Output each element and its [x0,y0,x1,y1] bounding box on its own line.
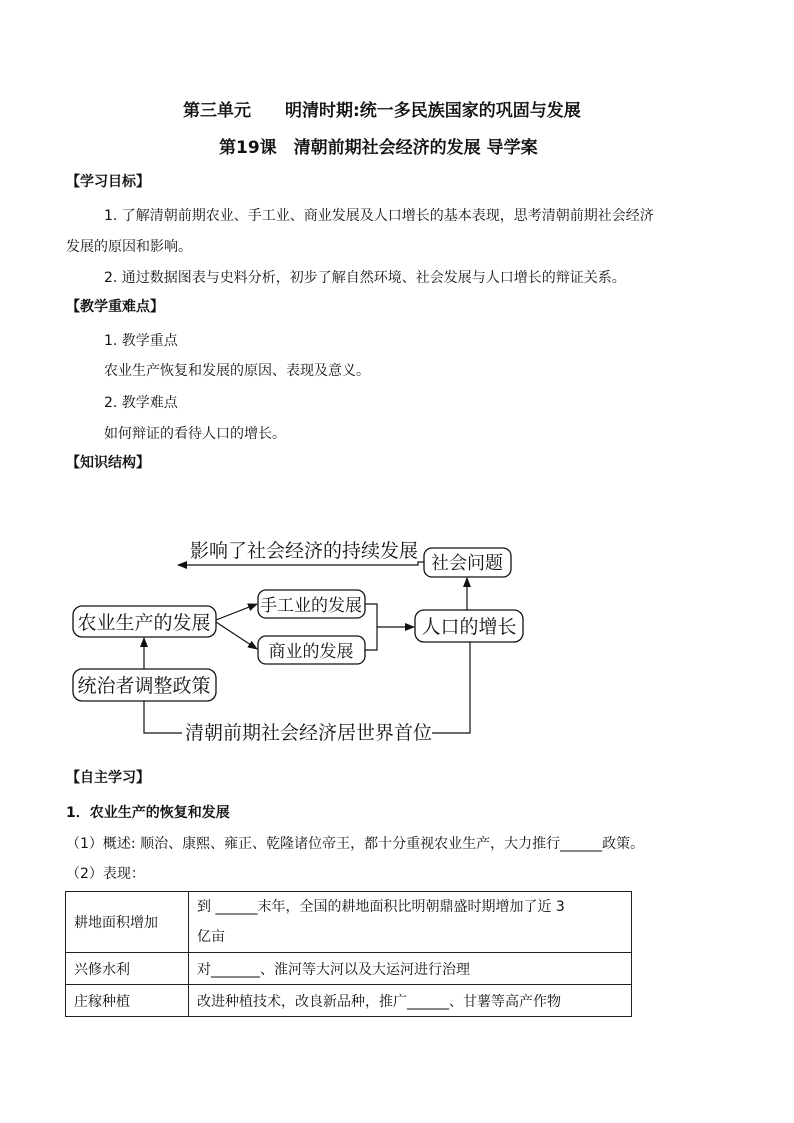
handicraft-node: 手工业的发展 [260,596,362,616]
table-cell-line: 到 ______末年，全国的耕地面积比明朝鼎盛时期增加了近 3 [197,899,565,915]
commerce-node: 商业的发展 [268,642,354,662]
arrow-influence [178,562,424,565]
arrow-to-commerce [216,622,257,649]
rulers-node: 统治者调整政策 [77,675,211,697]
commerce-box [258,636,365,664]
population-node: 人口的增长 [421,616,517,638]
table-cell-label: 庄稼种植 [66,985,189,1017]
table-cell-label: 兴修水利 [66,953,189,985]
focus-text: 农业生产恢复和发展的原因、表现及意义。 [104,363,370,379]
influence-label: 影响了社会经济的持续发展 [190,540,419,562]
difficulty-text: 如何辩证的看待人口的增长。 [104,426,286,442]
difficulty-label: 2. 教学难点 [104,395,178,411]
table-row [66,892,632,953]
table-cell-line: 亿亩 [197,929,225,945]
objective-1-line2: 发展的原因和影响。 [66,239,192,255]
table-cell-content: 对_______、淮河等大河以及大运河进行治理 [189,953,632,985]
structure-heading: 【知识结构】 [66,455,150,471]
table-cell-label: 耕地面积增加 [66,892,189,953]
performance-label: （2）表现： [66,866,145,882]
focus-label: 1. 教学重点 [104,333,178,349]
objective-2: 2. 通过数据图表与史料分析，初步了解自然环境、社会发展与人口增长的辩证关系。 [104,270,626,286]
top-rank-label: 清朝前期社会经济居世界首位 [185,722,433,744]
overview-text: （1）概述: 顺治、康熙、雍正、乾隆诸位帝王，都十分重视农业生产，大力推行______政策。 [66,836,645,852]
topic-1-title: 1．农业生产的恢复和发展 [66,805,230,821]
social-issues-node: 社会问题 [431,553,503,574]
social-issues-box [424,548,511,577]
rulers-box [73,669,216,701]
lesson-title: 第19课 清朝前期社会经济的发展 导学案 [219,138,538,158]
agriculture-node: 农业生产的发展 [77,612,211,634]
arrow-to-handicraft [216,604,257,620]
loop-left [144,701,182,733]
agriculture-box [73,606,216,637]
performance-table [65,891,632,1017]
table-cell-content [189,892,632,953]
handicraft-box [258,590,365,618]
population-box [415,610,523,642]
loop-right [432,642,470,733]
objectives-heading: 【学习目标】 [66,174,150,190]
unit-title: 第三单元 明清时期:统一多民族国家的巩固与发展 [183,101,581,121]
table-row [66,985,632,1017]
merge-bracket [365,604,377,650]
self-study-heading: 【自主学习】 [66,770,150,786]
table-row [66,953,632,985]
objective-1-line1: 1. 了解清朝前期农业、手工业、商业发展及人口增长的基本表现，思考清朝前期社会经济 [104,208,654,224]
table-cell-content: 改进种植技术，改良新品种，推广______、甘薯等高产作物 [189,985,632,1017]
key-points-heading: 【教学重难点】 [66,299,164,315]
